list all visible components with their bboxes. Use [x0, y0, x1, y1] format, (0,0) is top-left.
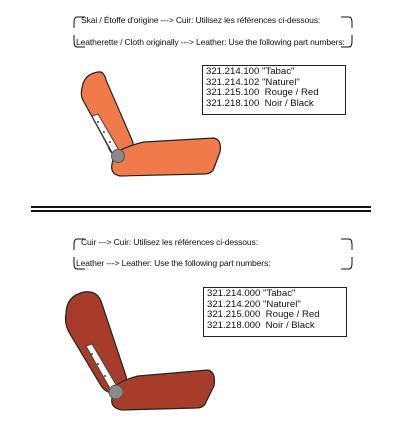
part-number: 321.214.100 "Tabac" [206, 66, 295, 77]
part-number: 321.214.102 "Naturel" [206, 76, 300, 88]
part-number: 321.218.100 Noir / Black [206, 97, 314, 109]
seat-backrest [66, 292, 127, 394]
part-number: 321.218.000 Noir / Black [207, 319, 315, 331]
header-bracket-2 [73, 236, 353, 272]
header-line-en: Leatherette / Cloth originally ---> Leather: Use the following part numbers: [76, 37, 345, 47]
seat-illustration-leatherette [74, 68, 224, 178]
part-number: 321.214.200 "Naturel" [207, 298, 301, 310]
header-bracket-1 [73, 14, 353, 50]
hinge-dot [97, 363, 99, 365]
seat-knob [112, 150, 125, 163]
header-line-fr: Skai / Étoffe d'origine ---> Cuir: Utilisez les références ci-dessous: [81, 15, 321, 25]
part-number: 321.215.000 Rouge / Red [207, 309, 320, 321]
part-numbers-box-2 [203, 287, 347, 337]
hinge-dot [103, 131, 105, 133]
header-line-fr: Cuir ---> Cuir: Utilisez les références ci-dessous: [81, 237, 258, 247]
section-divider [31, 206, 371, 208]
hinge-dot [91, 353, 93, 355]
section-divider [31, 210, 371, 212]
hinge-dot [109, 141, 111, 143]
part-number: 321.215.100 Rouge / Red [206, 87, 319, 99]
seat-knob [109, 385, 123, 399]
part-number: 321.214.000 "Tabac" [207, 288, 296, 299]
header-line-en: Leather ---> Leather: Use the following part numbers: [76, 258, 271, 268]
seat-illustration-leather [58, 284, 218, 414]
hinge-dot [104, 375, 106, 377]
seat-cushion [112, 370, 215, 410]
hinge-dot [97, 121, 99, 123]
